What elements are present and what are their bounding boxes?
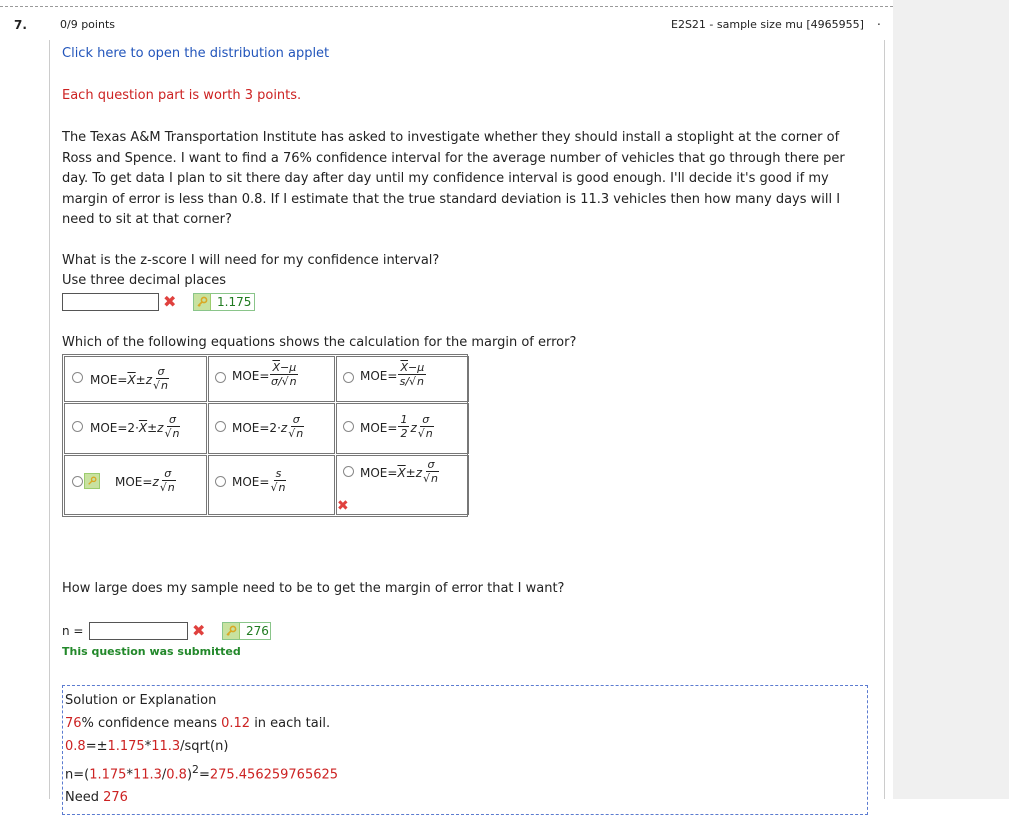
moe-lhs: MOE=2·: [232, 420, 281, 435]
incorrect-x-icon: ✖: [163, 292, 177, 311]
solution-line: 0.8=±1.175*11.3/sqrt(n): [65, 739, 229, 754]
part2-question: Which of the following equations shows the calculation for the margin of error?: [62, 335, 577, 350]
moe-option-cell[interactable]: [336, 455, 469, 515]
moe-formula: MOE= $\frac{1}{2}$ z $\frac{\sigma}{√n}$: [360, 413, 433, 440]
moe-formula: MOE=2· $\overline{X}$ ±z $\frac{\sigma}{√n}$: [90, 413, 180, 440]
moe-lhs: MOE=: [360, 368, 398, 383]
correct-key-icon: [84, 473, 100, 489]
moe-lhs: MOE=: [360, 420, 398, 435]
moe-formula: MOE=2· z $\frac{\sigma}{√n}$: [232, 413, 304, 440]
solution-box: [62, 685, 868, 815]
incorrect-x-icon: ✖: [192, 621, 206, 640]
moe-option-radio[interactable]: [215, 421, 226, 432]
question-id: E2S21 - sample size mu [4965955]: [671, 18, 864, 31]
moe-option-cell[interactable]: [336, 403, 469, 454]
moe-option-radio[interactable]: [343, 421, 354, 432]
part3-question: How large does my sample need to be to get the margin of error that I want?: [62, 581, 565, 596]
moe-option-radio[interactable]: [72, 476, 83, 487]
solution-line: 76% confidence means 0.12 in each tail.: [65, 716, 331, 731]
solution-line: Need 276: [65, 790, 128, 806]
moe-option-cell[interactable]: [64, 403, 207, 454]
answer-key-box: [222, 622, 271, 640]
moe-lhs: MOE=: [90, 372, 128, 387]
moe-lhs: MOE=: [115, 474, 153, 489]
moe-formula: MOE= $\frac{\overline{X}-\mu}{s/√n}$: [360, 361, 425, 388]
correct-answer-n: 276: [246, 624, 269, 638]
moe-option-radio[interactable]: [215, 476, 226, 487]
moe-formula: MOE= $\frac{\overline{X}-\mu}{\sigma/√n}$: [232, 361, 297, 388]
right-sidebar: [893, 0, 1009, 799]
moe-option-cell[interactable]: [208, 403, 335, 454]
moe-option-radio[interactable]: [343, 466, 354, 477]
answer-key-box: [193, 293, 255, 311]
solution-title: Solution or Explanation: [65, 693, 217, 708]
question-number: 7.: [14, 18, 27, 32]
moe-option-cell[interactable]: [64, 455, 207, 515]
moe-options-grid: [62, 354, 468, 517]
solution-line: $n=(1.175*11.3/0.8)^2=275.456259765625$: [65, 763, 339, 783]
points-note: Each question part is worth 3 points.: [62, 88, 302, 103]
sample-size-input[interactable]: [89, 622, 188, 640]
moe-option-cell[interactable]: [336, 356, 469, 402]
problem-text: The Texas A&M Transportation Institute has asked to investigate whether they should install a stoplight at the corner of Ross and Spence. I want to find a 76% confidence interval for the average number of vehicles that go through there per day. To get data I plan to sit there day after day until my confidence interval is good enough. I'll decide it's good if my margin of error is less than 0.8. If I estimate that the true standard deviation is 11.3 vehicles then how many days will I need to sit at that corner?: [62, 130, 845, 228]
moe-option-cell[interactable]: [64, 356, 207, 402]
moe-formula: MOE= z $\frac{\sigma}{√n}$: [115, 467, 175, 494]
part1-question: What is the z-score I will need for my confidence interval?: [62, 253, 440, 268]
moe-formula: MOE= $\overline{X}$ ±z $\frac{\sigma}{√n}$: [90, 365, 169, 392]
moe-option-radio[interactable]: [215, 372, 226, 383]
zscore-input[interactable]: [62, 293, 159, 311]
correct-answer-zscore: 1.175: [217, 295, 252, 309]
points-score: 0/9 points: [60, 18, 115, 31]
moe-lhs: MOE=2·: [90, 420, 139, 435]
moe-option-cell[interactable]: [208, 455, 335, 515]
moe-lhs: MOE=: [232, 474, 270, 489]
part1-instruction: Use three decimal places: [62, 273, 227, 288]
key-icon: [194, 294, 211, 310]
selected-incorrect-x-icon: ✖: [337, 498, 349, 514]
moe-formula: MOE= $\overline{X}$ ±z $\frac{\sigma}{√n}$: [360, 458, 439, 485]
key-icon: [223, 623, 240, 639]
moe-formula: MOE= $\frac{s}{√n}$: [232, 467, 286, 494]
moe-lhs: MOE=: [232, 368, 270, 383]
moe-option-radio[interactable]: [72, 421, 83, 432]
moe-option-radio[interactable]: [72, 372, 83, 383]
moe-lhs: MOE=: [360, 465, 398, 480]
moe-option-radio[interactable]: [343, 372, 354, 383]
trailing-mark: .: [877, 14, 881, 28]
question-divider: [0, 6, 893, 7]
moe-option-cell[interactable]: [208, 356, 335, 402]
n-label: n =: [62, 624, 84, 638]
submitted-status: This question was submitted: [62, 645, 241, 658]
applet-link[interactable]: Click here to open the distribution applet: [62, 46, 330, 61]
